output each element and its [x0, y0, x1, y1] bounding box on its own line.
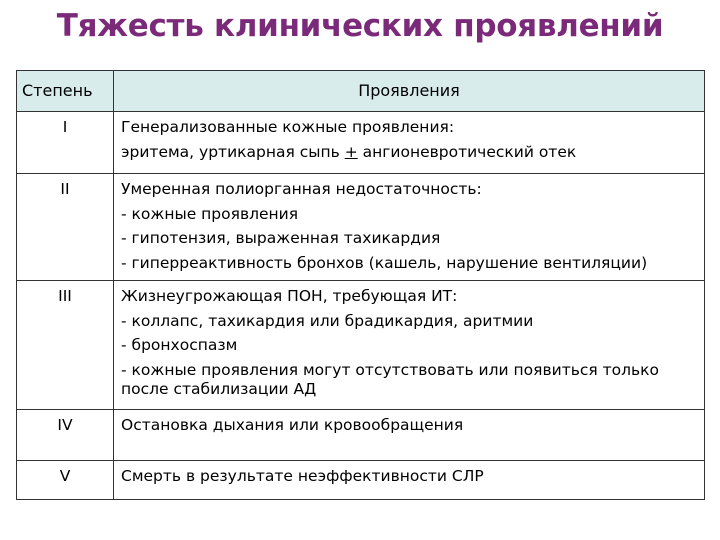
manifestation-line: - гиперреактивность бронхов (кашель, нарушение вентиляции) [121, 253, 648, 272]
degree-cell: V [17, 461, 114, 500]
manifestation-cell [114, 461, 705, 500]
manifestation-line: после стабилизации АД [121, 379, 317, 398]
degree-cell: III [17, 281, 114, 410]
degree-cell: II [17, 174, 114, 281]
severity-table [16, 70, 705, 500]
manifestation-cell [114, 281, 705, 410]
manifestation-line: Жизнеугрожающая ПОН, требующая ИТ: [121, 287, 458, 305]
manifestation-cell [114, 174, 705, 281]
manifestation-line: Смерть в результате неэффективности СЛР [121, 467, 484, 485]
line-text: эритема, уртикарная сыпь [121, 142, 345, 161]
header-manifestations: Проявления [114, 71, 705, 112]
manifestation-line: Умеренная полиорганная недостаточность: [121, 180, 482, 198]
manifestation-line [121, 140, 698, 165]
plus-minus-sign: + [344, 142, 358, 161]
manifestation-line: Генерализованные кожные проявления: [121, 118, 455, 136]
manifestation-line: - кожные проявления могут отсутствовать или появиться только [121, 360, 660, 379]
slide-title: Тяжесть клинических проявлений [56, 8, 664, 44]
table-row-degree-1 [17, 112, 705, 174]
degree-cell: I [17, 112, 114, 174]
table-row-degree-5 [17, 461, 705, 500]
table-row-degree-3 [17, 281, 705, 410]
line-text: ангионевротический отек [357, 142, 577, 161]
manifestation-line: Остановка дыхания или кровообращения [121, 416, 464, 434]
table-header-row [17, 71, 705, 112]
table-row-degree-4 [17, 410, 705, 461]
manifestation-line: - гипотензия, выраженная тахикардия [121, 229, 441, 247]
manifestation-line: - бронхоспазм [121, 336, 238, 354]
manifestation-line: - коллапс, тахикардия или брадикардия, аритмии [121, 311, 534, 330]
header-degree: Степень [17, 71, 114, 112]
manifestation-cell [114, 410, 705, 461]
manifestation-line: - кожные проявления [121, 204, 299, 223]
manifestation-cell [114, 112, 705, 174]
degree-cell: IV [17, 410, 114, 461]
table-row-degree-2 [17, 174, 705, 281]
